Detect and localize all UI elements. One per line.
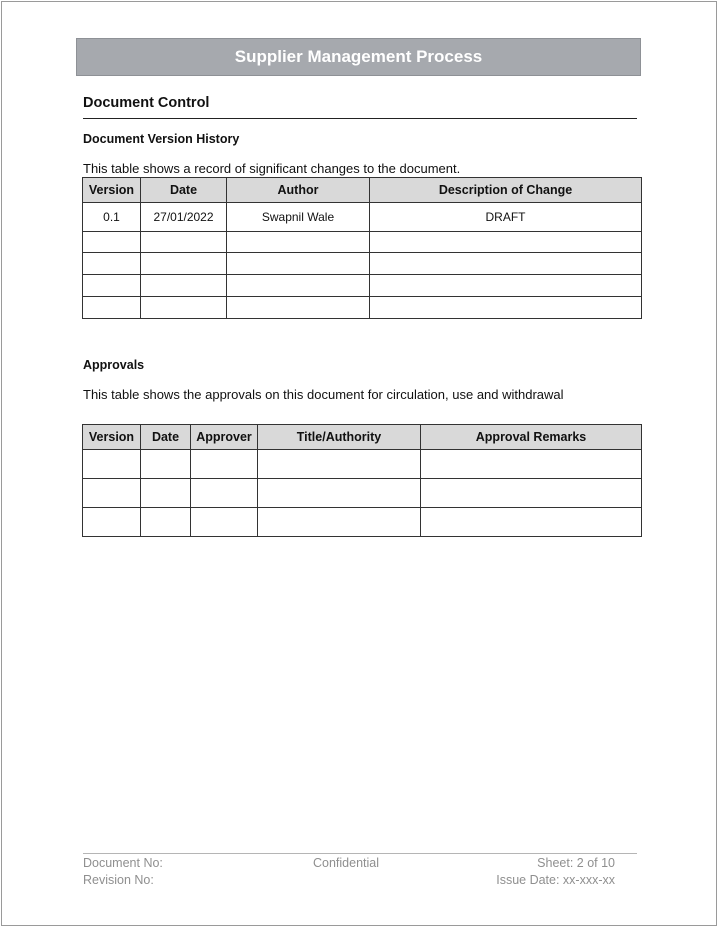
table-row bbox=[83, 203, 642, 232]
table-header-row bbox=[83, 425, 642, 450]
footer-sheet-number: Sheet: 2 of 10 bbox=[537, 856, 615, 870]
table-cell bbox=[370, 275, 642, 297]
footer-revision-no: Revision No: bbox=[83, 873, 154, 887]
table-cell bbox=[227, 253, 370, 275]
table-cell bbox=[191, 450, 258, 479]
column-header-version: Version bbox=[83, 425, 141, 450]
table-row bbox=[83, 275, 642, 297]
table-cell: DRAFT bbox=[370, 203, 642, 232]
table-cell bbox=[141, 479, 191, 508]
table-cell bbox=[370, 297, 642, 319]
column-header-title-authority: Title/Authority bbox=[258, 425, 421, 450]
section-divider bbox=[83, 118, 637, 119]
table-cell bbox=[370, 253, 642, 275]
table-cell: 0.1 bbox=[83, 203, 141, 232]
table-cell bbox=[191, 479, 258, 508]
table-cell bbox=[141, 450, 191, 479]
table-row bbox=[83, 479, 642, 508]
footer-confidential: Confidential bbox=[313, 856, 380, 870]
document-header-band bbox=[76, 38, 641, 76]
table-cell bbox=[141, 297, 227, 319]
table-cell: Swapnil Wale bbox=[227, 203, 370, 232]
subsection-title-approvals: Approvals bbox=[83, 358, 145, 372]
version-history-description: This table shows a record of significant changes to the document. bbox=[83, 161, 461, 176]
table-cell bbox=[141, 253, 227, 275]
table-cell bbox=[83, 275, 141, 297]
table-cell bbox=[370, 232, 642, 253]
version-history-table bbox=[82, 177, 642, 319]
table-cell bbox=[227, 275, 370, 297]
table-cell bbox=[83, 450, 141, 479]
document-title: Supplier Management Process bbox=[234, 47, 483, 66]
table-cell bbox=[258, 479, 421, 508]
column-header-version: Version bbox=[83, 178, 141, 203]
table-cell bbox=[83, 297, 141, 319]
table-row bbox=[83, 297, 642, 319]
footer-document-no: Document No: bbox=[83, 856, 163, 870]
table-cell bbox=[141, 232, 227, 253]
table-cell bbox=[83, 508, 141, 537]
table-row bbox=[83, 253, 642, 275]
table-cell bbox=[141, 508, 191, 537]
table-header-row bbox=[83, 178, 642, 203]
column-header-approver: Approver bbox=[191, 425, 258, 450]
table-cell bbox=[83, 253, 141, 275]
table-row bbox=[83, 450, 642, 479]
approvals-table bbox=[82, 424, 642, 537]
table-cell bbox=[227, 297, 370, 319]
table-cell bbox=[258, 450, 421, 479]
approvals-description: This table shows the approvals on this document for circulation, use and withdrawal bbox=[83, 387, 564, 402]
table-cell: 27/01/2022 bbox=[141, 203, 227, 232]
table-cell bbox=[258, 508, 421, 537]
table-cell bbox=[421, 450, 642, 479]
section-title-document-control: Document Control bbox=[83, 95, 210, 111]
column-header-approval-remarks: Approval Remarks bbox=[421, 425, 642, 450]
footer-issue-date: Issue Date: xx-xxx-xx bbox=[496, 873, 615, 887]
column-header-author: Author bbox=[227, 178, 370, 203]
column-header-date: Date bbox=[141, 178, 227, 203]
table-cell bbox=[421, 508, 642, 537]
table-row bbox=[83, 232, 642, 253]
table-cell bbox=[421, 479, 642, 508]
column-header-date: Date bbox=[141, 425, 191, 450]
column-header-description: Description of Change bbox=[370, 178, 642, 203]
table-cell bbox=[227, 232, 370, 253]
table-cell bbox=[83, 232, 141, 253]
table-cell bbox=[83, 479, 141, 508]
footer-divider bbox=[83, 853, 637, 854]
table-cell bbox=[191, 508, 258, 537]
table-cell bbox=[141, 275, 227, 297]
table-row bbox=[83, 508, 642, 537]
subsection-title-version-history: Document Version History bbox=[83, 132, 240, 146]
